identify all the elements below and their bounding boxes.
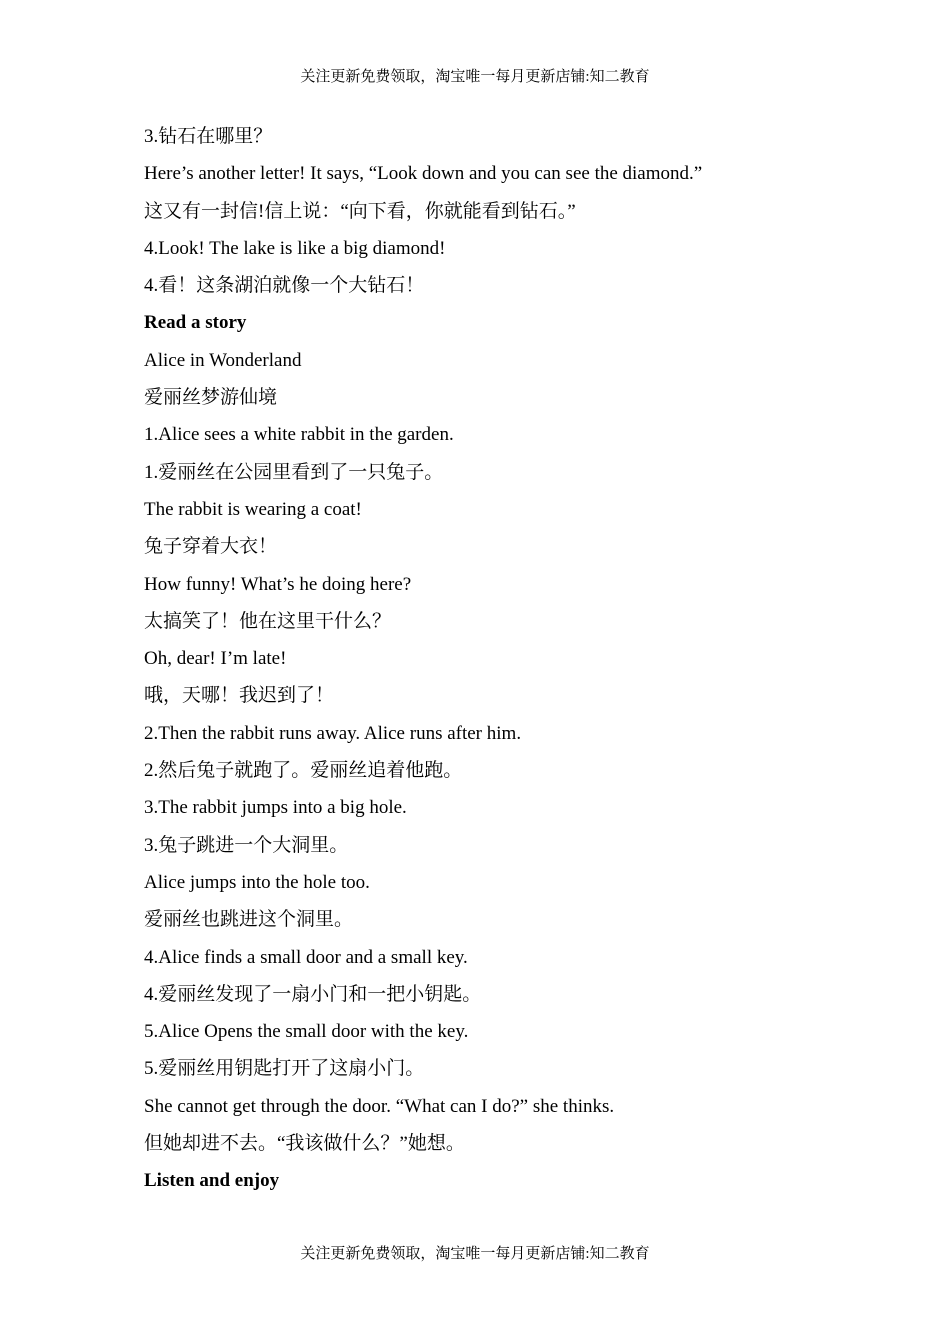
text-line: 3.The rabbit jumps into a big hole. — [144, 797, 407, 819]
text-line: 4.Look! The lake is like a big diamond! — [144, 237, 446, 259]
text-line: 1.Alice sees a white rabbit in the garden. — [144, 424, 454, 446]
text-line: 哦，天哪！我迟到了！ — [144, 685, 335, 707]
text-line: 但她却进不去。“我该做什么？”她想。 — [144, 1133, 465, 1155]
text-line: 太搞笑了！他在这里干什么？ — [144, 610, 392, 632]
document-body — [144, 124, 824, 1206]
section-heading: Read a story — [144, 312, 247, 334]
text-line: Oh, dear! I’m late! — [144, 648, 287, 670]
story-title-translation: 爱丽丝梦游仙境 — [144, 387, 278, 409]
text-line: 4.爱丽丝发现了一扇小门和一把小钥匙。 — [144, 983, 482, 1005]
text-line: The rabbit is wearing a coat! — [144, 498, 362, 520]
text-line: 兔子穿着大衣！ — [144, 536, 278, 558]
text-line: 爱丽丝也跳进这个洞里。 — [144, 909, 354, 931]
page-footer: 关注更新免费领取，淘宝唯一每月更新店铺:知二教育 — [300, 1246, 650, 1262]
text-line: Alice jumps into the hole too. — [144, 871, 370, 893]
text-line: She cannot get through the door. “What can I do?” she thinks. — [144, 1095, 615, 1117]
text-line: 2.Then the rabbit runs away. Alice runs after him. — [144, 722, 522, 744]
text-line: 1.爱丽丝在公园里看到了一只兔子。 — [144, 461, 444, 483]
text-line: 2.然后兔子就跑了。爱丽丝追着他跑。 — [144, 760, 463, 782]
text-line: 5.爱丽丝用钥匙打开了这扇小门。 — [144, 1058, 425, 1080]
text-line: 3.兔子跳进一个大洞里。 — [144, 834, 349, 856]
story-title: Alice in Wonderland — [144, 349, 302, 371]
text-line: 5.Alice Opens the small door with the key. — [144, 1021, 469, 1043]
text-line: 4.Alice finds a small door and a small key. — [144, 946, 468, 968]
text-line: Here’s another letter! It says, “Look down and you can see the diamond.” — [144, 163, 703, 185]
text-line: 这又有一封信!信上说：“向下看，你就能看到钻石。” — [144, 200, 576, 222]
section-heading: Listen and enjoy — [144, 1170, 280, 1192]
text-line: 3.钻石在哪里？ — [144, 126, 273, 147]
text-line: How funny! What’s he doing here? — [144, 573, 412, 595]
text-line: 4.看！这条湖泊就像一个大钻石！ — [144, 275, 425, 297]
page-header: 关注更新免费领取，淘宝唯一每月更新店铺:知二教育 — [300, 69, 650, 85]
